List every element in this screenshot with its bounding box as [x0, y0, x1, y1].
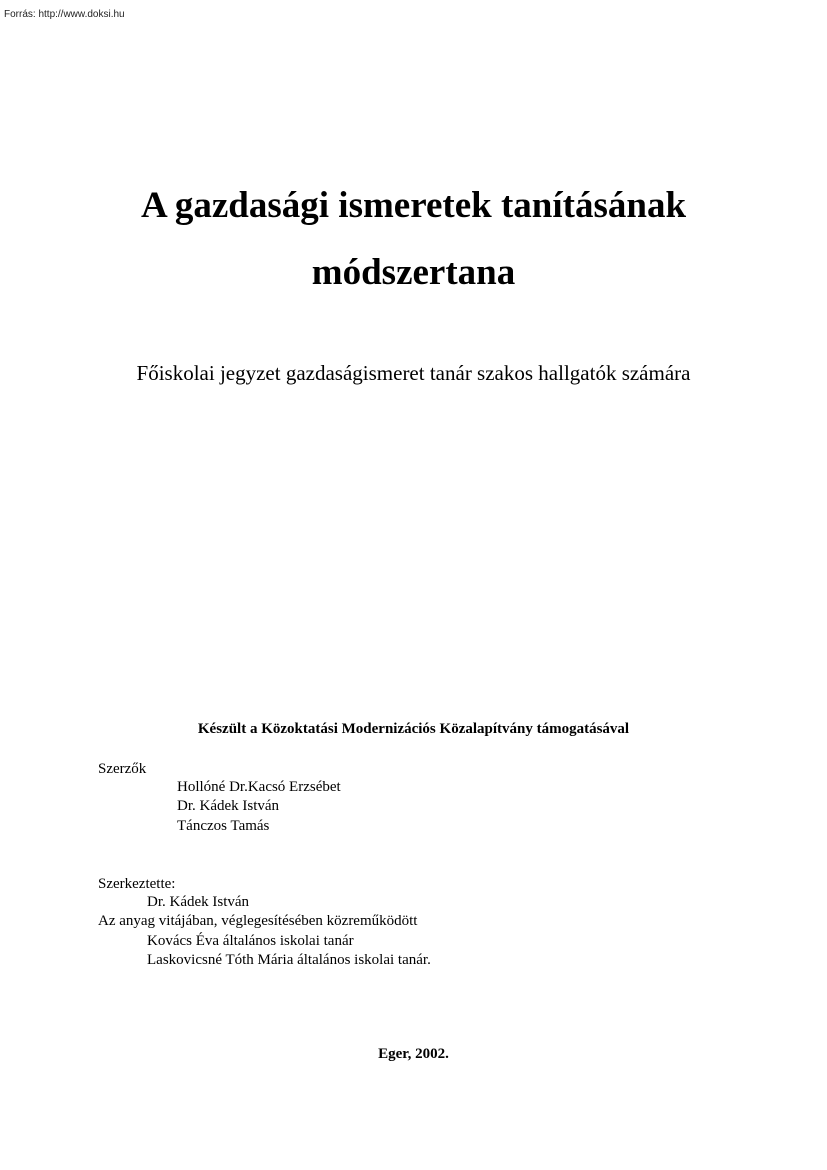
- contributor-name: Laskovicsné Tóth Mária általános iskolai tanár.: [147, 952, 431, 968]
- contributor-name: Kovács Éva általános iskolai tanár: [147, 933, 354, 949]
- title-line-2: módszertana: [311, 252, 516, 293]
- subtitle: Főiskolai jegyzet gazdaságismeret tanár szakos hallgatók számára: [136, 361, 691, 385]
- editor-label: Szerkeztette:: [98, 876, 176, 892]
- title-line-1: A gazdasági ismeretek tanításának: [140, 185, 687, 226]
- authors-label: Szerzők: [98, 761, 147, 777]
- author-name: Hollóné Dr.Kacsó Erzsébet: [177, 779, 341, 795]
- contributors-label: Az anyag vitájában, véglegesítésében közreműködött: [98, 913, 418, 929]
- editor-name: Dr. Kádek István: [147, 894, 250, 910]
- author-name: Tánczos Tamás: [177, 818, 270, 834]
- author-name: Dr. Kádek István: [177, 798, 280, 814]
- support-note: Készült a Közoktatási Modernizációs Közalapítvány támogatásával: [197, 721, 630, 737]
- place-date: Eger, 2002.: [378, 1046, 449, 1062]
- source-watermark: Forrás: http://www.doksi.hu: [4, 9, 125, 20]
